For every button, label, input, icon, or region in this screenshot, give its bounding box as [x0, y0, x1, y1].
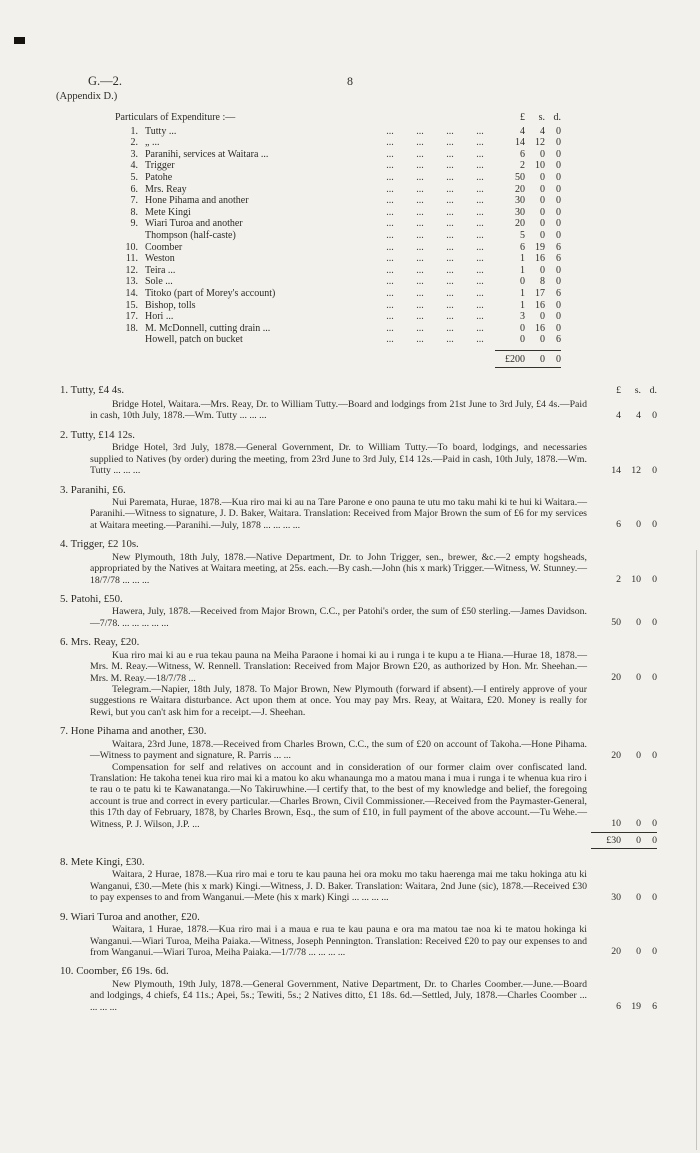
page-number: 8: [347, 74, 353, 88]
dot-leader: [405, 160, 435, 172]
appendix-note: (Appendix D.): [56, 91, 118, 102]
dot-leader: [435, 334, 465, 346]
dot-leader: [375, 160, 405, 172]
voucher-text: Waitara, 2 Hurae, 1878.—Kua riro mai e toru te kau pauna hei ora moku mo taku haerenga mai me taku hokinga atu ki Wanganui, £30.—Mete (his x mark) Kingi.—Witness, J. D. Baker. Translation: Waitara, 2nd June (sic), 1878.—Received £30 to pay expenses to and from Wanganui.—Mete (his x mark) Kingi ... ... ... ...: [90, 869, 587, 904]
voucher-entry: [60, 497, 657, 531]
dot-leader: [375, 311, 405, 323]
item-label: Mrs. Reay: [145, 183, 187, 195]
dot-leader: [465, 300, 495, 312]
dot-leader: [375, 218, 405, 230]
expenditure-row: [115, 137, 561, 149]
dot-leader: [465, 184, 495, 196]
voucher-entry: [60, 442, 657, 476]
amount: 4 4 0: [616, 409, 657, 421]
dot-leader: [465, 265, 495, 277]
dot-leader: [375, 195, 405, 207]
amount-pence: 0: [556, 311, 561, 323]
expenditure-row: [115, 253, 561, 265]
amount-shillings: 19: [535, 241, 545, 253]
voucher-section-5: [60, 593, 657, 629]
dot-leader: [465, 323, 495, 335]
voucher-text: Bridge Hotel, 3rd July, 1878.—General Government, Dr. to William Tutty.—To board, lodgings, and necessaries supplied to Natives (by order) during the meeting, from 23rd June to 3rd July, £14 12s.—Paid in cash, 10th July, 1878.—Wm. Tutty ... ... ...: [90, 442, 587, 477]
item-number: 11.: [125, 253, 138, 265]
total-shillings: 0: [540, 353, 545, 365]
total-pence: 0: [652, 834, 657, 846]
voucher-section-10: [60, 965, 657, 1013]
dot-leader: [435, 265, 465, 277]
dot-leader: [375, 276, 405, 288]
total-pounds: £30: [606, 834, 621, 846]
amount-pence: 0: [556, 229, 561, 241]
dot-leader: [405, 276, 435, 288]
dot-leader: [465, 149, 495, 161]
dot-leader: [435, 230, 465, 242]
amount-pounds: 20: [515, 183, 525, 195]
shillings-column-header: s.: [538, 112, 545, 123]
amount-pence: 6: [556, 241, 561, 253]
amount-shillings: 0: [540, 218, 545, 230]
item-label: Mete Kingi: [145, 206, 191, 218]
item-label: Trigger: [145, 160, 175, 172]
dot-leader: [465, 288, 495, 300]
scan-edge-line: [696, 550, 697, 1150]
amount: 50 0 0: [611, 617, 657, 629]
item-label: „ ...: [145, 137, 160, 149]
dot-leader: [435, 195, 465, 207]
item-label: Thompson (half-caste): [145, 229, 236, 241]
dot-leader: [435, 184, 465, 196]
voucher-section-2: [60, 429, 657, 477]
amount-pence: 6: [556, 334, 561, 346]
amount-pence: 0: [556, 299, 561, 311]
amount-shillings: 0: [540, 311, 545, 323]
dot-leader: [405, 137, 435, 149]
section-heading: 7. Hone Pihama and another, £30.: [60, 725, 207, 738]
voucher-text: New Plymouth, 18th July, 1878.—Native Department, Dr. to John Trigger, sen., brewer, &c.—2 empty hogsheads, appropriated by the Natives at Waitara meeting, at 25s. each.—By cash.—John (his x mark) Trigger.—Witness, W. Stunney.—18/7/78 ... ... ...: [90, 551, 587, 586]
amount-pounds: 5: [520, 229, 525, 241]
item-label: Sole ...: [145, 276, 173, 288]
section-heading: 4. Trigger, £2 10s.: [60, 538, 139, 551]
voucher-section-3: [60, 484, 657, 532]
amount: 2 10 0: [616, 573, 657, 585]
section-heading: 9. Wiari Turoa and another, £20.: [60, 910, 200, 923]
dot-leader: [405, 300, 435, 312]
dot-leader: [405, 218, 435, 230]
total-shillings: 0: [636, 834, 641, 846]
item-number: 14.: [125, 287, 138, 299]
expenditure-title: Particulars of Expenditure :—: [115, 112, 236, 123]
amount-shillings: 16: [535, 299, 545, 311]
item-number: 7.: [130, 195, 138, 207]
dot-leader: [465, 195, 495, 207]
amount-shillings: 16: [535, 253, 545, 265]
expenditure-row: [115, 288, 561, 300]
item-number: 9.: [130, 218, 138, 230]
pence-column-header: d.: [649, 385, 657, 397]
amount-pounds: 0: [520, 276, 525, 288]
dot-leader: [405, 265, 435, 277]
amount-shillings: 17: [535, 287, 545, 299]
section-heading: 10. Coomber, £6 19s. 6d.: [60, 965, 169, 978]
dot-leader: [405, 288, 435, 300]
section-heading-row: [60, 636, 657, 649]
expenditure-list: [115, 126, 561, 346]
voucher-text: Nui Paremata, Hurae, 1878.—Kua riro mai ki au na Tare Parone e ono pauna te utu mo taku mahi ki te hui ki Waitara.—Paranihi.—Witness to signature, J. D. Baker, Waitara. Translation: Received from Major Brown the sum of £6 for my services at Waitara meeting.—Paranihi.—July, 1878 ... ... ... ...: [90, 497, 587, 531]
dot-leader: [405, 253, 435, 265]
amount-shillings: 8: [540, 276, 545, 288]
dot-leader: [465, 334, 495, 346]
dot-leader: [375, 207, 405, 219]
expenditure-row: [115, 300, 561, 312]
amount-pounds: 1: [520, 253, 525, 265]
dot-leader: [405, 172, 435, 184]
amount: 6 19 6: [616, 1001, 657, 1013]
item-label: Tutty ...: [145, 125, 177, 137]
item-label: Bishop, tolls: [145, 299, 196, 311]
amount: 14 12 0: [611, 464, 657, 476]
expenditure-row: [115, 184, 561, 196]
expenditure-row: [115, 276, 561, 288]
voucher-section-4: [60, 538, 657, 586]
voucher-entry: [60, 399, 657, 422]
amount: 30 0 0: [611, 891, 657, 903]
dot-leader: [375, 126, 405, 138]
dot-leader: [375, 172, 405, 184]
voucher-section-7: [60, 725, 657, 849]
expenditure-row: [115, 334, 561, 346]
section-heading: 3. Paranihi, £6.: [60, 483, 126, 496]
expenditure-row: [115, 311, 561, 323]
voucher-entry: [60, 606, 657, 629]
section-heading-row: [60, 384, 657, 398]
item-number: 3.: [130, 148, 138, 160]
item-label: Paranihi, services at Waitara ...: [145, 148, 269, 160]
section-heading-row: [60, 856, 657, 869]
dot-leader: [465, 207, 495, 219]
amount-pounds: 1: [520, 299, 525, 311]
page-content: [60, 112, 657, 1020]
dot-leader: [375, 149, 405, 161]
item-number: 2.: [130, 137, 138, 149]
total-pounds: £200: [505, 353, 525, 365]
item-label: Patohe: [145, 171, 173, 183]
voucher-text: Telegram.—Napier, 18th July, 1878. To Major Brown, New Plymouth (forward if absent).—I entirely approve of your suggestions re Waitara disturbance. Act upon them at once. You may pay Mrs. Reay, at Waitara, £20. Money is really for Rewi, but you can't ask him for a receipt.—J. Sheehan.: [90, 683, 587, 718]
voucher-section-6: [60, 636, 657, 718]
amount-pence: 0: [556, 218, 561, 230]
dot-leader: [405, 149, 435, 161]
amount-shillings: 0: [540, 206, 545, 218]
pounds-column-header: £: [520, 112, 525, 123]
scan-artifact-mark: [14, 37, 25, 44]
item-label: Titoko (part of Morey's account): [145, 287, 276, 299]
expenditure-row: [115, 172, 561, 184]
dot-leader: [465, 230, 495, 242]
expenditure-title-row: [115, 112, 561, 124]
item-number: 17.: [125, 311, 138, 323]
amount-pounds: 30: [515, 206, 525, 218]
dot-leader: [375, 230, 405, 242]
amount-pence: 0: [556, 195, 561, 207]
voucher-text: Hawera, July, 1878.—Received from Major Brown, C.C., per Patohi's order, the sum of £50 sterling.—James Davidson.—7/78. ... ... ... ... ...: [90, 606, 587, 629]
dot-leader: [405, 230, 435, 242]
total-pence: 0: [556, 353, 561, 365]
amount-pounds: 30: [515, 195, 525, 207]
dot-leader: [375, 242, 405, 254]
voucher-text: Waitara, 1 Hurae, 1878.—Kua riro mai i a maua e rua te kau pauna e ora ma matou tae noa ki te matou hokinga ki Wanganui.—Wiari Turoa, Meiha Paiaka.—Witness, Joseph Pennington. Translation: Received £20 to pay our expenses to and from Wanganui.—Wiari Turoa, Meiha Paiaka.—1/7/78 ... ... ... ...: [90, 924, 587, 958]
voucher-text: Kua riro mai ki au e rua tekau pauna na Meiha Paraone i homai ki au i runga i te kupu a te Hiana.—Hurae 18, 1878.—Mrs. M. Reay.—Witness, W. Rennell. Translation: Received from Major Brown £20, as authorized by Hon. Mr. Sheehan.—Mrs. M. Reay.—18/7/78 ...: [90, 649, 587, 684]
item-number: 8.: [130, 206, 138, 218]
section-heading-row: [60, 538, 657, 551]
section-heading: 1. Tutty, £4 4s.: [60, 384, 125, 397]
dot-leader: [375, 253, 405, 265]
dot-leader: [435, 149, 465, 161]
amount: 20 0 0: [611, 749, 657, 761]
amount-pounds: 0: [520, 322, 525, 334]
section-heading-row: [60, 593, 657, 606]
amount-pence: 0: [556, 171, 561, 183]
expenditure-row: [115, 242, 561, 254]
voucher-section-9: [60, 911, 657, 959]
voucher-entry: [60, 739, 657, 762]
amount: 20 0 0: [611, 946, 657, 958]
item-number: 10.: [125, 241, 138, 253]
voucher-text: Compensation for self and relatives on account and in consideration of our former claim over confiscated land. Translation: He takoha tenei kua riro mai ki a matou ko aku whanaunga mo a matou mana i mua i runga i te whenua kua riro i te rau o te patu ki te Kawanatanga.—No Takiruwhine.—I certify that, to the best of my knowledge and belief, the foregoing account is true and correct in every particular.—Charles Brown, Civil Commissioner.—Received from the Paymaster-General, this 17th day of February, 1878, by Charles Brown, Esq., the sum of £10, in full payment of the above account.—Tu Wehe.—Witness, P. J. Wilson, J.P. ...: [90, 761, 587, 830]
amount-shillings: 16: [535, 322, 545, 334]
amount-pounds: 4: [520, 125, 525, 137]
dot-leader: [465, 137, 495, 149]
section-heading: 8. Mete Kingi, £30.: [60, 855, 145, 868]
amount-pounds: 50: [515, 171, 525, 183]
expenditure-row: [115, 195, 561, 207]
dot-leader: [465, 242, 495, 254]
item-number: 5.: [130, 171, 138, 183]
amount: 6 0 0: [616, 519, 657, 531]
item-label: Wiari Turoa and another: [145, 218, 243, 230]
dot-leader: [405, 126, 435, 138]
dot-leader: [375, 137, 405, 149]
amount-pence: 0: [556, 148, 561, 160]
section-heading-row: [60, 725, 657, 738]
dot-leader: [465, 311, 495, 323]
amount-pence: 0: [556, 322, 561, 334]
dot-leader: [465, 253, 495, 265]
item-label: Coomber: [145, 241, 183, 253]
dot-leader: [405, 184, 435, 196]
section-heading: 5. Patohi, £50.: [60, 592, 123, 605]
item-number: 1.: [130, 125, 138, 137]
item-label: Weston: [145, 253, 175, 265]
section-heading: 2. Tutty, £14 12s.: [60, 428, 135, 441]
dot-leader: [405, 195, 435, 207]
amount: 20 0 0: [611, 671, 657, 683]
amount-shillings: 10: [535, 160, 545, 172]
item-label: M. McDonnell, cutting drain ...: [145, 322, 271, 334]
amount-pounds: 6: [520, 148, 525, 160]
pounds-column-header: £: [616, 385, 621, 397]
amount-pence: 0: [556, 160, 561, 172]
expenditure-total: [495, 350, 561, 369]
shillings-column-header: s.: [634, 385, 641, 397]
amount-shillings: 12: [535, 137, 545, 149]
dot-leader: [435, 311, 465, 323]
dot-leader: [435, 300, 465, 312]
dot-leader: [405, 242, 435, 254]
item-number: 13.: [125, 276, 138, 288]
amount-shillings: 0: [540, 171, 545, 183]
amount-pounds: 1: [520, 264, 525, 276]
dot-leader: [465, 172, 495, 184]
section-total: [60, 832, 657, 849]
voucher-text: New Plymouth, 19th July, 1878.—General Government, Native Department, Dr. to Charles Coomber.—June.—Board and lodgings, 4 chiefs, £4 11s.; Apei, 5s.; Tewiti, 5s.; 2 Natives ditto, £1 18s. 6d.—Settled, July, 1878.—Charles Coomber ... ... ... ...: [90, 978, 587, 1013]
amount-shillings: 0: [540, 183, 545, 195]
dot-leader: [435, 253, 465, 265]
dot-leader: [405, 334, 435, 346]
expenditure-row: [115, 323, 561, 335]
amount-pence: 0: [556, 276, 561, 288]
dot-leader: [375, 184, 405, 196]
dot-leader: [435, 288, 465, 300]
voucher-entry: [60, 684, 657, 718]
amount-pounds: 20: [515, 218, 525, 230]
amount-shillings: 0: [540, 229, 545, 241]
amount: 10 0 0: [611, 817, 657, 829]
dot-leader: [375, 334, 405, 346]
section-heading-row: [60, 911, 657, 924]
item-number: 12.: [125, 264, 138, 276]
item-label: Howell, patch on bucket: [145, 334, 243, 346]
dot-leader: [435, 160, 465, 172]
amount-pounds: 6: [520, 241, 525, 253]
voucher-entry: [60, 979, 657, 1013]
voucher-text: Waitara, 23rd June, 1878.—Received from Charles Brown, C.C., the sum of £20 on account of Takoha.—Hone Pihama.—Witness to payment and signature, R. Parris ... ...: [90, 738, 587, 762]
dot-leader: [435, 207, 465, 219]
money-columns-header: [591, 385, 657, 398]
voucher-section-8: [60, 856, 657, 904]
amount-shillings: 0: [540, 334, 545, 346]
expenditure-row: [115, 149, 561, 161]
dot-leader: [435, 126, 465, 138]
amount-shillings: 4: [540, 125, 545, 137]
dot-leader: [435, 242, 465, 254]
dot-leader: [435, 172, 465, 184]
dot-leader: [465, 218, 495, 230]
voucher-entry: [60, 924, 657, 958]
amount-pence: 0: [556, 137, 561, 149]
dot-leader: [435, 218, 465, 230]
dot-leader: [375, 288, 405, 300]
expenditure-row: [115, 218, 561, 230]
amount-pence: 6: [556, 253, 561, 265]
item-number: 6.: [130, 183, 138, 195]
item-number: 4.: [130, 160, 138, 172]
expenditure-row: [115, 160, 561, 172]
expenditure-total-row: [115, 346, 561, 369]
item-number: 18.: [125, 322, 138, 334]
amount-pounds: 0: [520, 334, 525, 346]
voucher-entry: [60, 762, 657, 830]
dot-leader: [465, 126, 495, 138]
dot-leader: [435, 323, 465, 335]
dot-leader: [465, 276, 495, 288]
doc-reference: G.—2.: [88, 74, 123, 88]
dot-leader: [435, 137, 465, 149]
amount-pence: 0: [556, 206, 561, 218]
pence-column-header: d.: [553, 112, 561, 123]
voucher-sections: [60, 384, 657, 1013]
expenditure-row: [115, 126, 561, 138]
voucher-entry: [60, 869, 657, 903]
expenditure-row: [115, 207, 561, 219]
amount-shillings: 0: [540, 195, 545, 207]
expenditure-summary: [115, 112, 561, 368]
amount-pence: 0: [556, 264, 561, 276]
dot-leader: [375, 265, 405, 277]
dot-leader: [435, 276, 465, 288]
amount-pence: 0: [556, 183, 561, 195]
item-number: 15.: [125, 299, 138, 311]
amount-pounds: 1: [520, 287, 525, 299]
item-label: Hori ...: [145, 311, 174, 323]
amount-pounds: 2: [520, 160, 525, 172]
amount-pounds: 3: [520, 311, 525, 323]
dot-leader: [465, 160, 495, 172]
dot-leader: [405, 323, 435, 335]
amount-shillings: 0: [540, 148, 545, 160]
section-heading-row: [60, 965, 657, 978]
voucher-section-1: [60, 384, 657, 421]
voucher-entry: [60, 552, 657, 586]
voucher-entry: [60, 650, 657, 684]
item-label: Hone Pihama and another: [145, 195, 249, 207]
dot-leader: [375, 323, 405, 335]
amount-pounds: 14: [515, 137, 525, 149]
dot-leader: [405, 311, 435, 323]
amount: [591, 717, 657, 718]
amount-pence: 0: [556, 125, 561, 137]
expenditure-row: [115, 230, 561, 242]
section-heading-row: [60, 429, 657, 442]
dot-leader: [405, 207, 435, 219]
expenditure-row: [115, 265, 561, 277]
voucher-text: Bridge Hotel, Waitara.—Mrs. Reay, Dr. to William Tutty.—Board and lodgings from 21st June to 3rd July, £4 4s.—Paid in cash, 10th July, 1878.—Wm. Tutty ... ... ...: [90, 398, 587, 422]
amount-pence: 6: [556, 287, 561, 299]
item-label: Teira ...: [145, 264, 176, 276]
dot-leader: [375, 300, 405, 312]
section-heading-row: [60, 484, 657, 497]
section-heading: 6. Mrs. Reay, £20.: [60, 636, 140, 649]
amount-shillings: 0: [540, 264, 545, 276]
